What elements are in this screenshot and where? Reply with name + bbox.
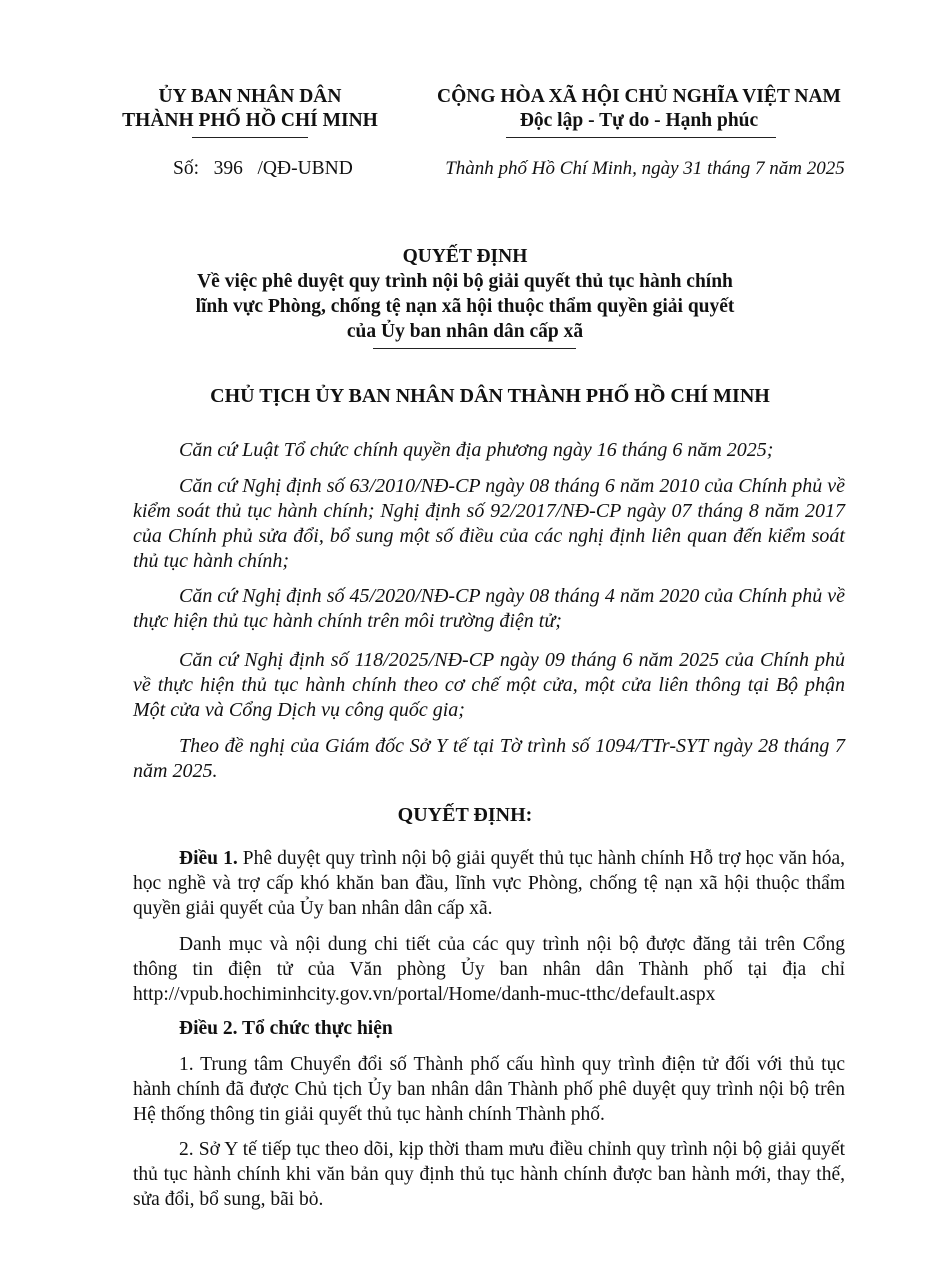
document-number: Số: 396 /QĐ-UBND: [173, 158, 353, 179]
agency-line-1: ỦY BAN NHÂN DÂN: [158, 86, 342, 107]
agency-underline: [192, 137, 308, 138]
issue-date: Thành phố Hồ Chí Minh, ngày 31 tháng 7 năm 2025: [445, 158, 845, 179]
issuing-authority: CHỦ TỊCH ỦY BAN NHÂN DÂN THÀNH PHỐ HỒ CHÍ MINH: [210, 385, 770, 407]
legal-basis-2: Căn cứ Nghị định số 63/2010/NĐ-CP ngày 08 tháng 6 năm 2010 của Chính phủ về kiểm soát thủ tục hành chính; Nghị định số 92/2017/NĐ-CP ngày 07 tháng 8 năm 2017 của Chính phủ sửa đổi, bổ sung một số điều của các nghị định liên quan đến kiểm soát thủ tục hành chính;: [133, 475, 845, 572]
article-2-item-1: 1. Trung tâm Chuyển đổi số Thành phố cấu hình quy trình điện tử đối với thủ tục hành chính đã được Chủ tịch Ủy ban nhân dân Thành phố phê duyệt quy trình nội bộ trên Hệ thống thông tin giải quyết thủ tục hành chính Thành phố.: [133, 1054, 845, 1125]
title-underline: [373, 348, 576, 349]
motto-underline: [506, 137, 776, 138]
article-2-item-2: 2. Sở Y tế tiếp tục theo dõi, kịp thời tham mưu điều chỉnh quy trình nội bộ giải quyết thủ tục hành chính khi văn bản quy định thủ tục hành chính được ban hành mới, thay thế, sửa đổi, bổ sung, bãi bỏ.: [133, 1139, 845, 1210]
legal-basis-4: Căn cứ Nghị định số 118/2025/NĐ-CP ngày 09 tháng 6 năm 2025 của Chính phủ về thực hiện thủ tục hành chính theo cơ chế một cửa, một cửa liên thông tại Bộ phận Một cửa và Cổng Dịch vụ công quốc gia;: [133, 649, 845, 721]
article-1: [133, 846, 845, 921]
issuing-agency: [118, 85, 382, 133]
title-subject-3: của Ủy ban nhân dân cấp xã: [346, 321, 584, 342]
nation-line-1: CỘNG HÒA XÃ HỘI CHỦ NGHĨA VIỆT NAM: [437, 86, 841, 107]
legal-basis-1: Căn cứ Luật Tổ chức chính quyền địa phương ngày 16 tháng 6 năm 2025;: [179, 439, 774, 461]
article-2-heading: Điều 2. Tổ chức thực hiện: [179, 1018, 393, 1039]
article-1-label: Điều 1.: [179, 848, 238, 869]
title-subject-2: lĩnh vực Phòng, chống tệ nạn xã hội thuộc thẩm quyền giải quyết: [195, 296, 735, 317]
article-1-text: Phê duyệt quy trình nội bộ giải quyết thủ tục hành chính Hỗ trợ học văn hóa, học nghề và trợ cấp khó khăn ban đầu, lĩnh vực Phòng, chống tệ nạn xã hội thuộc thẩm quyền giải quyết của Ủy ban nhân dân cấp xã.: [133, 848, 845, 919]
agency-line-2: THÀNH PHỐ HỒ CHÍ MINH: [122, 110, 378, 131]
legal-basis-3: Căn cứ Nghị định số 45/2020/NĐ-CP ngày 08 tháng 4 năm 2020 của Chính phủ về thực hiện thủ tục hành chính trên môi trường điện tử;: [133, 585, 845, 632]
document-title: [80, 244, 850, 344]
title-heading: QUYẾT ĐỊNH: [402, 246, 528, 267]
nation-line-2: Độc lập - Tự do - Hạnh phúc: [519, 110, 759, 131]
legal-basis-5: Theo đề nghị của Giám đốc Sở Y tế tại Tờ trình số 1094/TTr-SYT ngày 28 tháng 7 năm 2025.: [133, 735, 845, 782]
decision-heading: QUYẾT ĐỊNH:: [397, 804, 533, 826]
national-header: [412, 85, 866, 133]
article-1-note: Danh mục và nội dung chi tiết của các quy trình nội bộ được đăng tải trên Cổng thông tin điện tử của Văn phòng Ủy ban nhân dân Thành phố tại địa chỉ http://vpub.hochiminhcity.gov.vn/portal/Home/danh-muc-tthc/default.aspx: [133, 934, 845, 1005]
title-subject-1: Về việc phê duyệt quy trình nội bộ giải quyết thủ tục hành chính: [197, 271, 733, 292]
